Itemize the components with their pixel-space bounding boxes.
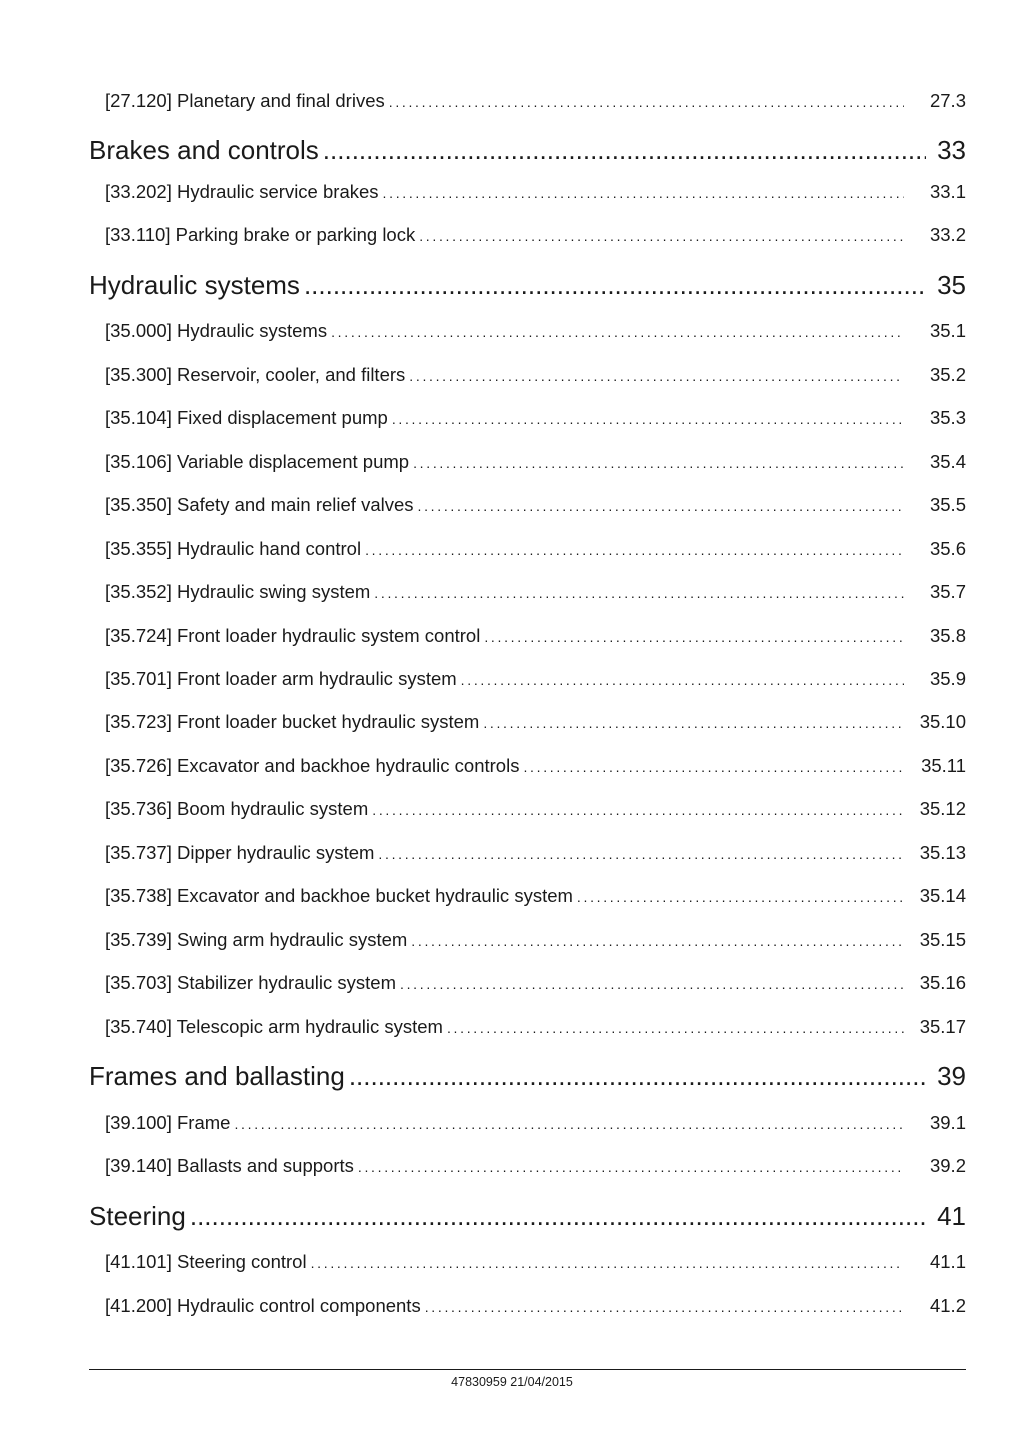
toc-entry-page: 35.14 bbox=[919, 885, 966, 906]
toc-entry-page: 35.15 bbox=[919, 929, 966, 950]
toc-entry[interactable] bbox=[105, 927, 966, 953]
toc-entry[interactable] bbox=[105, 1014, 966, 1040]
toc-section[interactable] bbox=[89, 133, 966, 167]
toc-entry[interactable] bbox=[105, 1293, 966, 1319]
toc-entry-title: [39.140] Ballasts and supports bbox=[105, 1155, 354, 1176]
leader-dots bbox=[523, 753, 904, 779]
toc-entry[interactable] bbox=[105, 753, 966, 779]
footer-divider bbox=[89, 1369, 966, 1370]
toc-entry[interactable] bbox=[105, 179, 966, 205]
toc-entry-title: [41.200] Hydraulic control components bbox=[105, 1295, 421, 1316]
toc-entry-page: 35.4 bbox=[929, 451, 966, 472]
toc-entry-title: [27.120] Planetary and final drives bbox=[105, 90, 385, 111]
toc-entry-page: 41.1 bbox=[929, 1251, 966, 1272]
toc-section[interactable] bbox=[89, 1199, 966, 1233]
leader-dots bbox=[413, 449, 904, 475]
toc-entry-title: [35.000] Hydraulic systems bbox=[105, 320, 328, 341]
leader-dots bbox=[372, 796, 904, 822]
leader-dots bbox=[389, 88, 904, 114]
toc-entry-title: [35.106] Variable displacement pump bbox=[105, 451, 410, 472]
toc-entry-title: [35.701] Front loader arm hydraulic system bbox=[105, 668, 457, 689]
leader-dots bbox=[409, 362, 904, 388]
toc-entry-page: 39.2 bbox=[929, 1155, 966, 1176]
toc-entry-title: [41.101] Steering control bbox=[105, 1251, 307, 1272]
toc-entry-page: 35.12 bbox=[919, 798, 966, 819]
toc-entry-title: [35.736] Boom hydraulic system bbox=[105, 798, 369, 819]
toc-entry-page: 35.16 bbox=[919, 972, 966, 993]
toc-entry-title: [35.737] Dipper hydraulic system bbox=[105, 842, 375, 863]
toc-entry-title: [35.726] Excavator and backhoe hydraulic controls bbox=[105, 755, 520, 776]
toc-entry[interactable] bbox=[105, 1153, 966, 1179]
leader-dots bbox=[365, 536, 904, 562]
toc-section-page: 41 bbox=[937, 1201, 966, 1231]
toc-section[interactable] bbox=[89, 1059, 966, 1093]
leader-dots bbox=[358, 1153, 904, 1179]
toc-entry[interactable] bbox=[105, 623, 966, 649]
toc-entry[interactable] bbox=[105, 579, 966, 605]
toc-entry[interactable] bbox=[105, 970, 966, 996]
toc-entry-title: [35.740] Telescopic arm hydraulic system bbox=[105, 1016, 443, 1037]
toc-entry-page: 33.2 bbox=[929, 224, 966, 245]
leader-dots bbox=[419, 222, 904, 248]
toc-entry-title: [35.738] Excavator and backhoe bucket hydraulic system bbox=[105, 885, 573, 906]
leader-dots bbox=[483, 709, 904, 735]
toc-entry-title: [35.723] Front loader bucket hydraulic system bbox=[105, 711, 480, 732]
toc-entry[interactable] bbox=[105, 492, 966, 518]
toc-entry-title: [35.104] Fixed displacement pump bbox=[105, 407, 388, 428]
toc-entry[interactable] bbox=[105, 222, 966, 248]
toc-entry[interactable] bbox=[105, 405, 966, 431]
toc-entry[interactable] bbox=[105, 840, 966, 866]
toc-entry-page: 35.1 bbox=[929, 320, 966, 341]
toc-entry[interactable] bbox=[105, 449, 966, 475]
toc-section-title: Brakes and controls bbox=[89, 135, 319, 165]
toc-section-title: Hydraulic systems bbox=[89, 270, 300, 300]
toc-entry[interactable] bbox=[105, 796, 966, 822]
toc-entry-page: 35.10 bbox=[919, 711, 966, 732]
toc-entry-title: [35.300] Reservoir, cooler, and filters bbox=[105, 364, 406, 385]
toc-entry-page: 35.2 bbox=[929, 364, 966, 385]
toc-entry-page: 35.9 bbox=[929, 668, 966, 689]
leader-dots bbox=[425, 1293, 904, 1319]
toc-entry[interactable] bbox=[105, 883, 966, 909]
toc-entry-page: 35.6 bbox=[929, 538, 966, 559]
leader-dots bbox=[577, 883, 904, 909]
leader-dots bbox=[418, 492, 904, 518]
leader-dots bbox=[378, 840, 904, 866]
toc-entry[interactable] bbox=[105, 88, 966, 114]
leader-dots bbox=[323, 133, 926, 167]
toc-entry-page: 35.7 bbox=[929, 581, 966, 602]
toc-entry[interactable] bbox=[105, 318, 966, 344]
toc-section[interactable] bbox=[89, 268, 966, 302]
toc-entry-title: [33.202] Hydraulic service brakes bbox=[105, 181, 379, 202]
leader-dots bbox=[304, 268, 926, 302]
toc-entry-title: [35.703] Stabilizer hydraulic system bbox=[105, 972, 396, 993]
toc-section-page: 39 bbox=[937, 1061, 966, 1091]
toc-section-page: 33 bbox=[937, 135, 966, 165]
toc-entry-page: 41.2 bbox=[929, 1295, 966, 1316]
toc-entry[interactable] bbox=[105, 1249, 966, 1275]
leader-dots bbox=[234, 1110, 904, 1136]
toc-entry-page: 27.3 bbox=[929, 90, 966, 111]
toc-entry[interactable] bbox=[105, 536, 966, 562]
toc-entry-title: [35.350] Safety and main relief valves bbox=[105, 494, 414, 515]
toc-entry[interactable] bbox=[105, 666, 966, 692]
toc-entry-title: [35.739] Swing arm hydraulic system bbox=[105, 929, 408, 950]
leader-dots bbox=[311, 1249, 904, 1275]
leader-dots bbox=[374, 579, 904, 605]
leader-dots bbox=[447, 1014, 904, 1040]
leader-dots bbox=[411, 927, 904, 953]
toc-section-title: Steering bbox=[89, 1201, 186, 1231]
toc-entry[interactable] bbox=[105, 709, 966, 735]
leader-dots bbox=[349, 1059, 926, 1093]
toc-entry-page: 35.8 bbox=[929, 625, 966, 646]
toc-section-title: Frames and ballasting bbox=[89, 1061, 345, 1091]
toc-entry[interactable] bbox=[105, 1110, 966, 1136]
toc-entry-page: 35.17 bbox=[919, 1016, 966, 1037]
toc-entry-title: [35.355] Hydraulic hand control bbox=[105, 538, 362, 559]
leader-dots bbox=[392, 405, 904, 431]
toc-entry-page: 35.13 bbox=[919, 842, 966, 863]
toc-entry-page: 35.5 bbox=[929, 494, 966, 515]
toc-entry-page: 33.1 bbox=[929, 181, 966, 202]
toc-entry-title: [39.100] Frame bbox=[105, 1112, 231, 1133]
toc-entry-title: [35.352] Hydraulic swing system bbox=[105, 581, 371, 602]
footer-doc-info: 47830959 21/04/2015 bbox=[451, 1375, 573, 1389]
toc-entry-page: 39.1 bbox=[929, 1112, 966, 1133]
toc-entry-title: [33.110] Parking brake or parking lock bbox=[105, 224, 416, 245]
toc-entry-page: 35.3 bbox=[929, 407, 966, 428]
leader-dots bbox=[331, 318, 904, 344]
leader-dots bbox=[484, 623, 904, 649]
toc-entry-page: 35.11 bbox=[921, 755, 966, 776]
leader-dots bbox=[190, 1199, 926, 1233]
leader-dots bbox=[461, 666, 904, 692]
toc-section-page: 35 bbox=[937, 270, 966, 300]
leader-dots bbox=[400, 970, 904, 996]
toc-entry[interactable] bbox=[105, 362, 966, 388]
leader-dots bbox=[383, 179, 904, 205]
toc-entry-title: [35.724] Front loader hydraulic system control bbox=[105, 625, 481, 646]
